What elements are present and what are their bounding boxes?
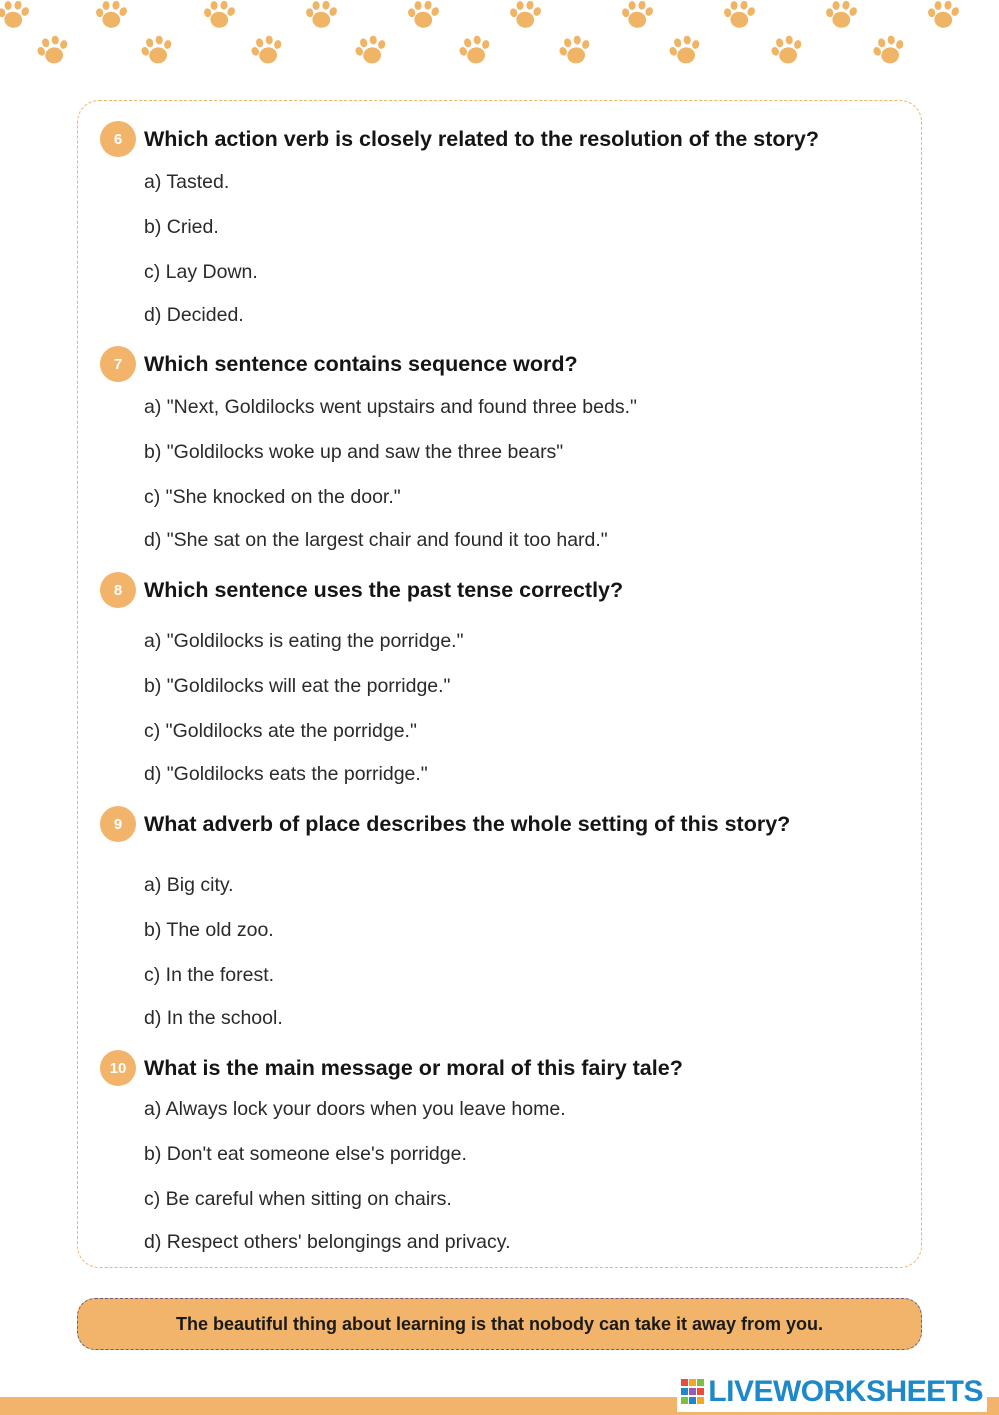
question-text: Which sentence contains sequence word? — [144, 351, 578, 376]
paw-print-icon — [246, 34, 285, 70]
paw-print-icon — [820, 0, 860, 34]
brand-name: LIVEWORKSHEETS — [708, 1375, 983, 1408]
paw-print-icon — [454, 34, 493, 70]
paw-print-icon — [0, 0, 32, 34]
answer-option-b[interactable]: b) "Goldilocks will eat the porridge." — [144, 675, 451, 697]
paw-print-icon — [402, 0, 442, 34]
question-text: What is the main message or moral of this fairy tale? — [144, 1055, 683, 1080]
question-number-badge: 7 — [100, 346, 136, 382]
answer-option-b[interactable]: b) "Goldilocks woke up and saw the three bears" — [144, 441, 564, 463]
answer-option-c[interactable]: c) Be careful when sitting on chairs. — [144, 1188, 452, 1210]
paw-print-header — [0, 0, 999, 80]
question-text: Which action verb is closely related to the resolution of the story? — [144, 126, 819, 151]
paw-print-icon — [90, 0, 130, 34]
answer-option-a[interactable]: a) "Goldilocks is eating the porridge." — [144, 630, 464, 652]
paw-print-icon — [766, 34, 805, 70]
question-text: What adverb of place describes the whole setting of this story? — [144, 811, 791, 836]
question-text: Which sentence uses the past tense correctly? — [144, 577, 624, 602]
paw-print-icon — [554, 34, 593, 70]
answer-option-b[interactable]: b) Cried. — [144, 216, 219, 238]
answer-option-a[interactable]: a) "Next, Goldilocks went upstairs and found three beds." — [144, 396, 637, 418]
question-6 — [100, 121, 920, 326]
question-number-badge: 9 — [100, 806, 136, 842]
paw-print-icon — [32, 34, 71, 70]
answer-option-c[interactable]: c) In the forest. — [144, 964, 275, 986]
answer-option-c[interactable]: c) "She knocked on the door." — [144, 486, 401, 508]
answer-option-b[interactable]: b) Don't eat someone else's porridge. — [144, 1143, 467, 1165]
answer-option-c[interactable]: c) Lay Down. — [144, 261, 258, 283]
answer-option-d[interactable]: d) "She sat on the largest chair and found it too hard." — [144, 529, 608, 551]
paw-print-icon — [198, 0, 238, 34]
answer-option-c[interactable]: c) "Goldilocks ate the porridge." — [144, 720, 417, 742]
answer-option-b[interactable]: b) The old zoo. — [144, 919, 274, 941]
answer-option-a[interactable]: a) Big city. — [144, 874, 234, 896]
question-number-badge: 10 — [100, 1050, 136, 1086]
question-number-badge: 6 — [100, 121, 136, 157]
paw-print-icon — [616, 0, 656, 34]
question-8 — [100, 572, 920, 785]
paw-print-icon — [504, 0, 544, 34]
question-9 — [100, 806, 920, 1029]
answer-option-a[interactable]: a) Always lock your doors when you leave home. — [144, 1098, 566, 1120]
paw-print-icon — [350, 34, 389, 70]
liveworksheets-brand[interactable] — [677, 1372, 987, 1412]
paw-print-icon — [868, 34, 907, 70]
liveworksheets-logo-icon — [681, 1379, 705, 1405]
paw-print-icon — [136, 34, 175, 70]
answer-option-a[interactable]: a) Tasted. — [144, 171, 230, 193]
answer-option-d[interactable]: d) Respect others' belongings and privacy. — [144, 1231, 511, 1253]
answer-option-d[interactable]: d) Decided. — [144, 304, 244, 326]
paw-print-icon — [300, 0, 340, 34]
paw-print-icon — [664, 34, 703, 70]
paw-print-icon — [718, 0, 758, 34]
quote-banner: The beautiful thing about learning is that nobody can take it away from you. — [77, 1298, 922, 1350]
question-7 — [100, 346, 920, 551]
paw-print-icon — [922, 0, 962, 34]
question-10 — [100, 1050, 920, 1253]
answer-option-d[interactable]: d) "Goldilocks eats the porridge." — [144, 763, 428, 785]
question-number-badge: 8 — [100, 572, 136, 608]
answer-option-d[interactable]: d) In the school. — [144, 1007, 283, 1029]
